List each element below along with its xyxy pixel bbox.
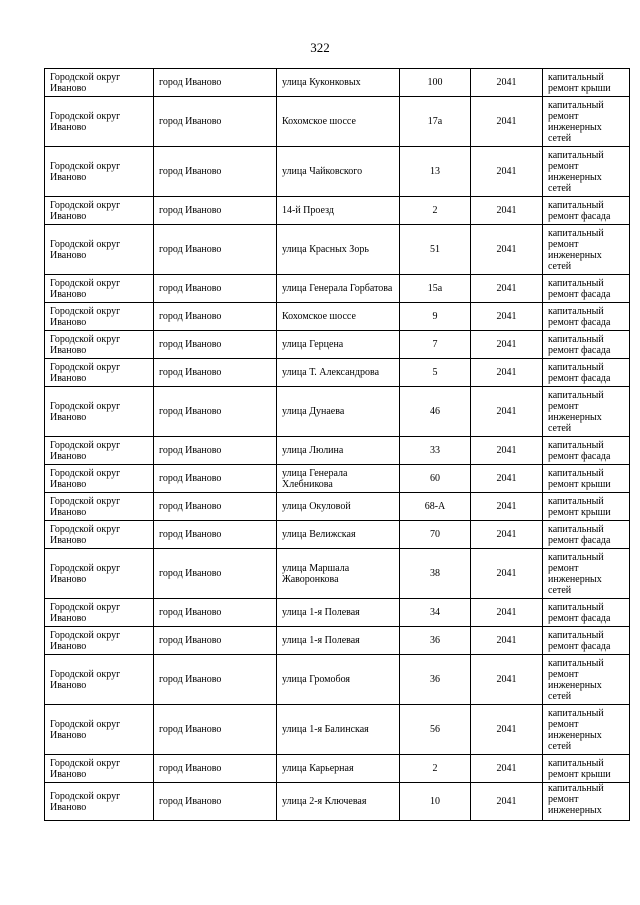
work-type-cell: капитальный ремонт крыши bbox=[543, 69, 630, 97]
year-cell: 2041 bbox=[471, 225, 543, 275]
work-type-cell: капитальный ремонт фасада bbox=[543, 275, 630, 303]
settlement-cell: город Иваново bbox=[154, 197, 277, 225]
street-cell: улица Красных Зорь bbox=[277, 225, 400, 275]
work-type-cell: капитальный ремонт крыши bbox=[543, 755, 630, 783]
house-number-cell: 13 bbox=[400, 147, 471, 197]
municipality-cell: Городской округ Иваново bbox=[45, 755, 154, 783]
house-number-cell: 17а bbox=[400, 97, 471, 147]
street-cell: улица Куконковых bbox=[277, 69, 400, 97]
street-cell: улица Чайковского bbox=[277, 147, 400, 197]
municipality-cell: Городской округ Иваново bbox=[45, 655, 154, 705]
work-type-cell: капитальный ремонт инженерных сетей bbox=[543, 147, 630, 197]
page-number: 322 bbox=[310, 40, 330, 55]
work-type-cell: капитальный ремонт инженерных сетей bbox=[543, 705, 630, 755]
table-row bbox=[45, 69, 630, 97]
table-row bbox=[45, 599, 630, 627]
settlement-cell: город Иваново bbox=[154, 599, 277, 627]
street-cell: улица Громобоя bbox=[277, 655, 400, 705]
work-type-cell: капитальный ремонт фасада bbox=[543, 599, 630, 627]
house-number-cell: 9 bbox=[400, 303, 471, 331]
table-row bbox=[45, 493, 630, 521]
house-number-cell: 100 bbox=[400, 69, 471, 97]
year-cell: 2041 bbox=[471, 197, 543, 225]
settlement-cell: город Иваново bbox=[154, 549, 277, 599]
year-cell: 2041 bbox=[471, 783, 543, 821]
table-row bbox=[45, 359, 630, 387]
municipality-cell: Городской округ Иваново bbox=[45, 437, 154, 465]
work-type-cell: капитальный ремонт фасада bbox=[543, 197, 630, 225]
street-cell: улица Дунаева bbox=[277, 387, 400, 437]
settlement-cell: город Иваново bbox=[154, 331, 277, 359]
work-type-cell: капитальный ремонт инженерных сетей bbox=[543, 655, 630, 705]
table-row bbox=[45, 465, 630, 493]
year-cell: 2041 bbox=[471, 655, 543, 705]
table-row bbox=[45, 331, 630, 359]
settlement-cell: город Иваново bbox=[154, 493, 277, 521]
work-type-cell: капитальный ремонт инженерных сетей bbox=[543, 387, 630, 437]
settlement-cell: город Иваново bbox=[154, 387, 277, 437]
table-row bbox=[45, 705, 630, 755]
house-number-cell: 38 bbox=[400, 549, 471, 599]
work-type-cell: капитальный ремонт крыши bbox=[543, 465, 630, 493]
table-row bbox=[45, 521, 630, 549]
table-row bbox=[45, 225, 630, 275]
table-row bbox=[45, 437, 630, 465]
year-cell: 2041 bbox=[471, 599, 543, 627]
settlement-cell: город Иваново bbox=[154, 97, 277, 147]
year-cell: 2041 bbox=[471, 331, 543, 359]
settlement-cell: город Иваново bbox=[154, 147, 277, 197]
year-cell: 2041 bbox=[471, 755, 543, 783]
municipality-cell: Городской округ Иваново bbox=[45, 549, 154, 599]
street-cell: улица 1-я Полевая bbox=[277, 627, 400, 655]
year-cell: 2041 bbox=[471, 465, 543, 493]
work-type-cell: капитальный ремонт фасада bbox=[543, 331, 630, 359]
year-cell: 2041 bbox=[471, 97, 543, 147]
street-cell: улица Окуловой bbox=[277, 493, 400, 521]
municipality-cell: Городской округ Иваново bbox=[45, 275, 154, 303]
settlement-cell: город Иваново bbox=[154, 465, 277, 493]
house-number-cell: 15а bbox=[400, 275, 471, 303]
settlement-cell: город Иваново bbox=[154, 627, 277, 655]
municipality-cell: Городской округ Иваново bbox=[45, 197, 154, 225]
municipality-cell: Городской округ Иваново bbox=[45, 599, 154, 627]
year-cell: 2041 bbox=[471, 549, 543, 599]
street-cell: улица Маршала Жаворонкова bbox=[277, 549, 400, 599]
work-type-cell: капитальный ремонт фасада bbox=[543, 627, 630, 655]
street-cell: улица Люлина bbox=[277, 437, 400, 465]
year-cell: 2041 bbox=[471, 359, 543, 387]
year-cell: 2041 bbox=[471, 303, 543, 331]
work-type-cell: капитальный ремонт фасада bbox=[543, 359, 630, 387]
table-row bbox=[45, 303, 630, 331]
street-cell: Кохомское шоссе bbox=[277, 97, 400, 147]
work-type-cell: капитальный ремонт инженерных сетей bbox=[543, 97, 630, 147]
house-number-cell: 60 bbox=[400, 465, 471, 493]
house-number-cell: 10 bbox=[400, 783, 471, 821]
work-type-cell: капитальный ремонт крыши bbox=[543, 493, 630, 521]
settlement-cell: город Иваново bbox=[154, 225, 277, 275]
table-row bbox=[45, 197, 630, 225]
work-type-cell: капитальный ремонт фасада bbox=[543, 521, 630, 549]
house-number-cell: 70 bbox=[400, 521, 471, 549]
house-number-cell: 46 bbox=[400, 387, 471, 437]
house-number-cell: 51 bbox=[400, 225, 471, 275]
table-row bbox=[45, 655, 630, 705]
year-cell: 2041 bbox=[471, 705, 543, 755]
work-type-cell: капитальный ремонт инженерных сетей bbox=[543, 225, 630, 275]
municipality-cell: Городской округ Иваново bbox=[45, 705, 154, 755]
street-cell: улица Герцена bbox=[277, 331, 400, 359]
year-cell: 2041 bbox=[471, 493, 543, 521]
municipality-cell: Городской округ Иваново bbox=[45, 521, 154, 549]
year-cell: 2041 bbox=[471, 147, 543, 197]
capital-repair-table bbox=[44, 68, 630, 821]
table-row bbox=[45, 783, 630, 821]
street-cell: улица Карьерная bbox=[277, 755, 400, 783]
table-row bbox=[45, 627, 630, 655]
street-cell: 14-й Проезд bbox=[277, 197, 400, 225]
year-cell: 2041 bbox=[471, 627, 543, 655]
house-number-cell: 33 bbox=[400, 437, 471, 465]
settlement-cell: город Иваново bbox=[154, 69, 277, 97]
settlement-cell: город Иваново bbox=[154, 705, 277, 755]
house-number-cell: 68-А bbox=[400, 493, 471, 521]
settlement-cell: город Иваново bbox=[154, 521, 277, 549]
table-row bbox=[45, 755, 630, 783]
work-type-cell: капитальный ремонт инженерных сетей bbox=[543, 549, 630, 599]
municipality-cell: Городской округ Иваново bbox=[45, 225, 154, 275]
work-type-cell: капитальный ремонт фасада bbox=[543, 303, 630, 331]
street-cell: улица 1-я Полевая bbox=[277, 599, 400, 627]
street-cell: улица Т. Александрова bbox=[277, 359, 400, 387]
street-cell: улица Генерала Хлебникова bbox=[277, 465, 400, 493]
table-row bbox=[45, 387, 630, 437]
year-cell: 2041 bbox=[471, 387, 543, 437]
settlement-cell: город Иваново bbox=[154, 359, 277, 387]
year-cell: 2041 bbox=[471, 437, 543, 465]
table-row bbox=[45, 275, 630, 303]
year-cell: 2041 bbox=[471, 521, 543, 549]
street-cell: улица Велижская bbox=[277, 521, 400, 549]
municipality-cell: Городской округ Иваново bbox=[45, 331, 154, 359]
street-cell: Кохомское шоссе bbox=[277, 303, 400, 331]
municipality-cell: Городской округ Иваново bbox=[45, 303, 154, 331]
house-number-cell: 2 bbox=[400, 197, 471, 225]
year-cell: 2041 bbox=[471, 69, 543, 97]
house-number-cell: 7 bbox=[400, 331, 471, 359]
house-number-cell: 5 bbox=[400, 359, 471, 387]
municipality-cell: Городской округ Иваново bbox=[45, 387, 154, 437]
municipality-cell: Городской округ Иваново bbox=[45, 359, 154, 387]
house-number-cell: 34 bbox=[400, 599, 471, 627]
year-cell: 2041 bbox=[471, 275, 543, 303]
house-number-cell: 56 bbox=[400, 705, 471, 755]
house-number-cell: 36 bbox=[400, 627, 471, 655]
settlement-cell: город Иваново bbox=[154, 275, 277, 303]
street-cell: улица 1-я Балинская bbox=[277, 705, 400, 755]
municipality-cell: Городской округ Иваново bbox=[45, 97, 154, 147]
table-row bbox=[45, 147, 630, 197]
settlement-cell: город Иваново bbox=[154, 755, 277, 783]
municipality-cell: Городской округ Иваново bbox=[45, 465, 154, 493]
municipality-cell: Городской округ Иваново bbox=[45, 783, 154, 821]
street-cell: улица Генерала Горбатова bbox=[277, 275, 400, 303]
settlement-cell: город Иваново bbox=[154, 303, 277, 331]
municipality-cell: Городской округ Иваново bbox=[45, 147, 154, 197]
work-type-cell: капитальный ремонт фасада bbox=[543, 437, 630, 465]
street-cell: улица 2-я Ключевая bbox=[277, 783, 400, 821]
house-number-cell: 36 bbox=[400, 655, 471, 705]
table-row bbox=[45, 549, 630, 599]
house-number-cell: 2 bbox=[400, 755, 471, 783]
municipality-cell: Городской округ Иваново bbox=[45, 627, 154, 655]
table-body bbox=[45, 69, 630, 821]
settlement-cell: город Иваново bbox=[154, 437, 277, 465]
municipality-cell: Городской округ Иваново bbox=[45, 493, 154, 521]
municipality-cell: Городской округ Иваново bbox=[45, 69, 154, 97]
work-type-cell: капитальный ремонт инженерных bbox=[543, 783, 630, 821]
settlement-cell: город Иваново bbox=[154, 655, 277, 705]
table-row bbox=[45, 97, 630, 147]
settlement-cell: город Иваново bbox=[154, 783, 277, 821]
